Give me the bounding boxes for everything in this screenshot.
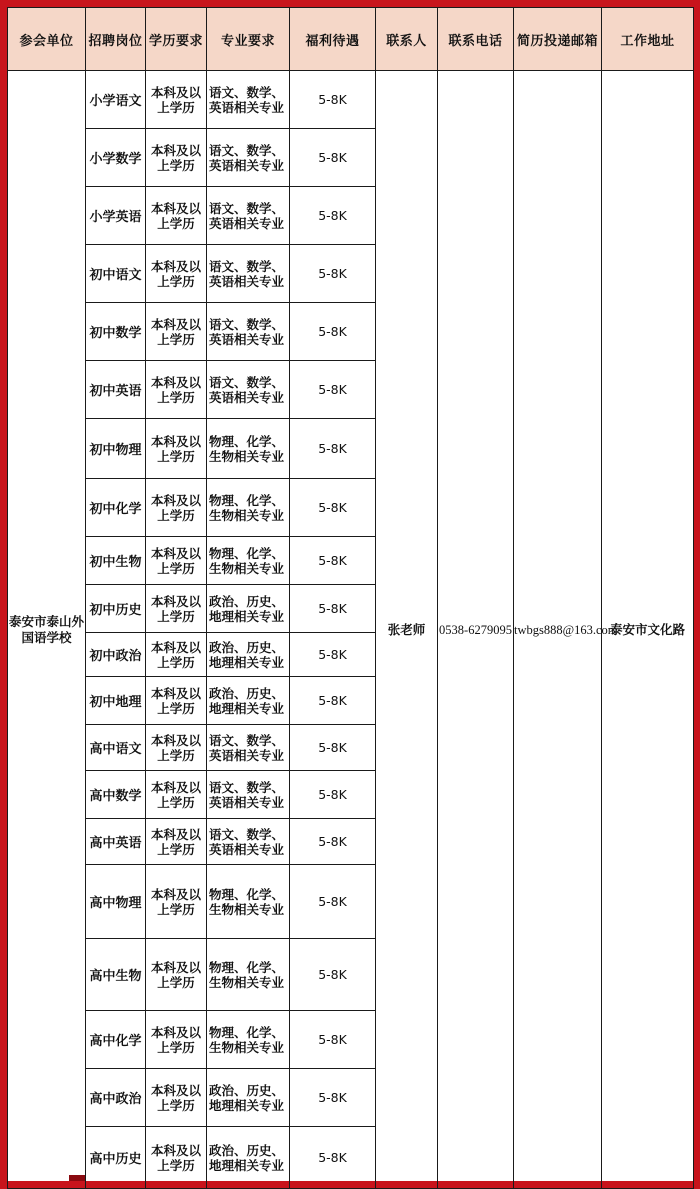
major-cell: 语文、数学、英语相关专业	[207, 129, 290, 187]
major-cell: 语文、数学、英语相关专业	[207, 245, 290, 303]
header-address: 工作地址	[602, 8, 694, 71]
education-cell: 本科及以上学历	[146, 187, 207, 245]
education-cell: 本科及以上学历	[146, 585, 207, 633]
pay-cell: 5-8K	[290, 1011, 376, 1069]
header-unit: 参会单位	[8, 8, 86, 71]
major-cell: 政治、历史、地理相关专业	[207, 585, 290, 633]
position-cell: 高中化学	[86, 1011, 146, 1069]
major-cell: 语文、数学、英语相关专业	[207, 361, 290, 419]
major-cell: 语文、数学、英语相关专业	[207, 725, 290, 771]
education-cell: 本科及以上学历	[146, 819, 207, 865]
phone-cell: 0538-6279095	[438, 71, 514, 1189]
position-cell: 初中政治	[86, 633, 146, 677]
pay-cell: 5-8K	[290, 361, 376, 419]
position-cell: 小学语文	[86, 71, 146, 129]
position-cell: 小学英语	[86, 187, 146, 245]
major-cell: 语文、数学、英语相关专业	[207, 71, 290, 129]
pay-cell: 5-8K	[290, 865, 376, 939]
pay-cell: 5-8K	[290, 245, 376, 303]
position-cell: 初中英语	[86, 361, 146, 419]
position-cell: 高中英语	[86, 819, 146, 865]
education-cell: 本科及以上学历	[146, 633, 207, 677]
pay-cell: 5-8K	[290, 537, 376, 585]
position-cell: 高中物理	[86, 865, 146, 939]
address-cell: 泰安市文化路	[602, 71, 694, 1189]
education-cell: 本科及以上学历	[146, 1069, 207, 1127]
header-pay: 福利待遇	[290, 8, 376, 71]
pay-cell: 5-8K	[290, 633, 376, 677]
table-body	[8, 71, 694, 1189]
major-cell: 物理、化学、生物相关专业	[207, 537, 290, 585]
corner-decoration	[69, 1175, 85, 1181]
major-cell: 语文、数学、英语相关专业	[207, 303, 290, 361]
pay-cell: 5-8K	[290, 71, 376, 129]
header-major: 专业要求	[207, 8, 290, 71]
education-cell: 本科及以上学历	[146, 865, 207, 939]
header-row	[8, 8, 694, 71]
major-cell: 物理、化学、生物相关专业	[207, 1011, 290, 1069]
major-cell: 物理、化学、生物相关专业	[207, 865, 290, 939]
position-cell: 初中化学	[86, 479, 146, 537]
header-position: 招聘岗位	[86, 8, 146, 71]
position-cell: 初中历史	[86, 585, 146, 633]
position-cell: 高中生物	[86, 939, 146, 1011]
major-cell: 语文、数学、英语相关专业	[207, 187, 290, 245]
position-cell: 高中历史	[86, 1127, 146, 1189]
education-cell: 本科及以上学历	[146, 361, 207, 419]
major-cell: 政治、历史、地理相关专业	[207, 677, 290, 725]
pay-cell: 5-8K	[290, 585, 376, 633]
major-cell: 语文、数学、英语相关专业	[207, 771, 290, 819]
major-cell: 政治、历史、地理相关专业	[207, 1127, 290, 1189]
major-cell: 物理、化学、生物相关专业	[207, 479, 290, 537]
recruitment-sheet	[7, 7, 693, 1181]
header-phone: 联系电话	[438, 8, 514, 71]
education-cell: 本科及以上学历	[146, 939, 207, 1011]
major-cell: 政治、历史、地理相关专业	[207, 1069, 290, 1127]
table-row	[8, 71, 694, 129]
pay-cell: 5-8K	[290, 677, 376, 725]
header-email: 简历投递邮箱	[514, 8, 602, 71]
education-cell: 本科及以上学历	[146, 71, 207, 129]
education-cell: 本科及以上学历	[146, 725, 207, 771]
education-cell: 本科及以上学历	[146, 677, 207, 725]
pay-cell: 5-8K	[290, 819, 376, 865]
education-cell: 本科及以上学历	[146, 1011, 207, 1069]
position-cell: 初中数学	[86, 303, 146, 361]
pay-cell: 5-8K	[290, 129, 376, 187]
header-education: 学历要求	[146, 8, 207, 71]
education-cell: 本科及以上学历	[146, 419, 207, 479]
education-cell: 本科及以上学历	[146, 129, 207, 187]
position-cell: 小学数学	[86, 129, 146, 187]
pay-cell: 5-8K	[290, 771, 376, 819]
pay-cell: 5-8K	[290, 1127, 376, 1189]
major-cell: 物理、化学、生物相关专业	[207, 939, 290, 1011]
unit-cell: 泰安市泰山外国语学校	[8, 71, 86, 1189]
position-cell: 高中语文	[86, 725, 146, 771]
position-cell: 初中地理	[86, 677, 146, 725]
education-cell: 本科及以上学历	[146, 303, 207, 361]
position-cell: 初中语文	[86, 245, 146, 303]
education-cell: 本科及以上学历	[146, 479, 207, 537]
pay-cell: 5-8K	[290, 939, 376, 1011]
pay-cell: 5-8K	[290, 725, 376, 771]
position-cell: 初中物理	[86, 419, 146, 479]
header-contact: 联系人	[376, 8, 438, 71]
pay-cell: 5-8K	[290, 479, 376, 537]
major-cell: 语文、数学、英语相关专业	[207, 819, 290, 865]
email-cell: twbgs888@163.com	[514, 71, 602, 1189]
education-cell: 本科及以上学历	[146, 245, 207, 303]
pay-cell: 5-8K	[290, 1069, 376, 1127]
position-cell: 高中政治	[86, 1069, 146, 1127]
major-cell: 物理、化学、生物相关专业	[207, 419, 290, 479]
position-cell: 高中数学	[86, 771, 146, 819]
education-cell: 本科及以上学历	[146, 771, 207, 819]
education-cell: 本科及以上学历	[146, 1127, 207, 1189]
pay-cell: 5-8K	[290, 303, 376, 361]
pay-cell: 5-8K	[290, 187, 376, 245]
education-cell: 本科及以上学历	[146, 537, 207, 585]
major-cell: 政治、历史、地理相关专业	[207, 633, 290, 677]
pay-cell: 5-8K	[290, 419, 376, 479]
recruitment-table	[7, 7, 694, 1189]
position-cell: 初中生物	[86, 537, 146, 585]
contact-cell: 张老师	[376, 71, 438, 1189]
